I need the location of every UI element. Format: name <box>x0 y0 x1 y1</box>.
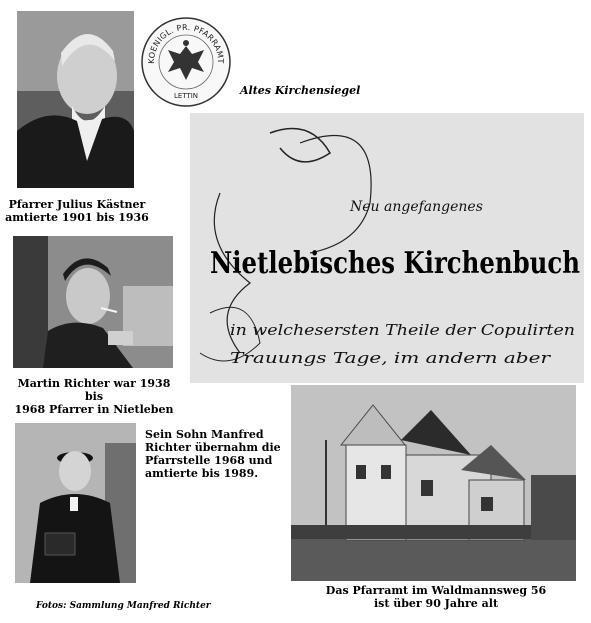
caption-manfred-line2: Richter übernahm die <box>145 441 281 454</box>
parsonage-graphic <box>291 385 576 581</box>
portrait-manfred-graphic <box>15 423 136 583</box>
portrait-photo-kaestner <box>17 11 134 188</box>
caption-parsonage-line2: ist über 90 Jahre alt <box>373 597 499 610</box>
caption-manfred-richter <box>145 428 295 480</box>
portrait-photo-martin-richter <box>13 236 173 368</box>
caption-kaestner <box>2 198 152 224</box>
caption-manfred-line3: Pfarrstelle 1968 und <box>145 454 273 467</box>
book-line1: Neu angefangenes <box>350 199 483 215</box>
caption-martin-line1: Martin Richter war 1938 bis <box>17 377 171 403</box>
caption-seal: Altes Kirchensiegel <box>240 84 361 97</box>
caption-manfred-line4: amtierte bis 1989. <box>145 467 259 480</box>
portrait-martin-graphic <box>13 236 173 368</box>
portrait-kaestner-graphic <box>17 11 134 188</box>
caption-martin-richter <box>8 377 180 416</box>
church-book-graphic <box>190 113 584 383</box>
caption-kaestner-line2: amtierte 1901 bis 1936 <box>5 211 149 224</box>
caption-manfred-line1: Sein Sohn Manfred <box>145 428 264 441</box>
book-line4: Trauungs Tage, im andern aber <box>230 349 552 367</box>
caption-martin-line2: 1968 Pfarrer in Nietleben <box>14 403 174 416</box>
seal-bottom-text: LETTIN <box>173 92 199 100</box>
photo-credit: Fotos: Sammlung Manfred Richter <box>36 601 211 611</box>
seal-arc-text: KOENIGL. PR. PFARRAMT <box>146 22 226 64</box>
church-seal-graphic <box>140 16 232 108</box>
caption-kaestner-line1: Pfarrer Julius Kästner <box>8 198 146 211</box>
book-title: Nietlebisches Kirchenbuch <box>210 246 581 281</box>
book-line3: in welchesersten Theile der Copulirten <box>230 321 575 339</box>
church-seal <box>140 16 232 108</box>
parsonage-photo <box>291 385 576 581</box>
portrait-photo-manfred-richter <box>15 423 136 583</box>
caption-parsonage-line1: Das Pfarramt im Waldmannsweg 56 <box>325 584 547 597</box>
caption-parsonage <box>305 584 567 610</box>
church-book-image <box>190 113 584 383</box>
